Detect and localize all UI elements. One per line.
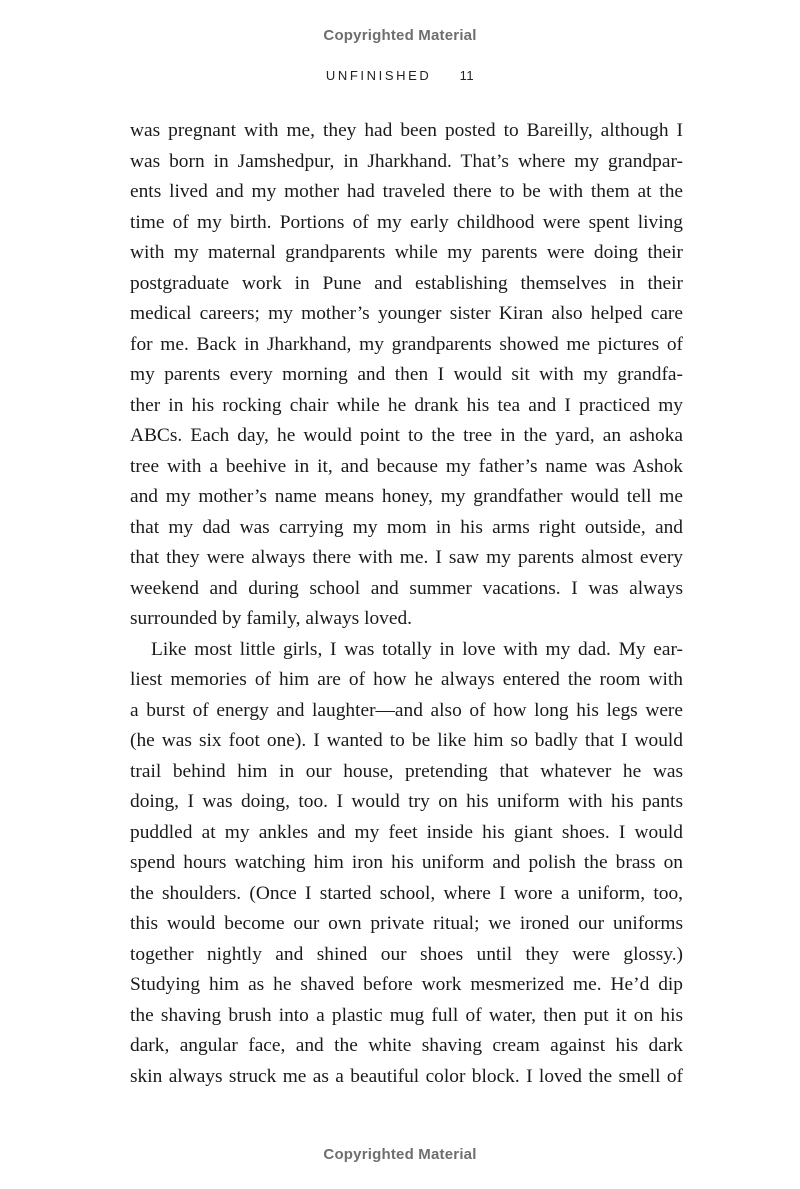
text-line: skin always struck me as a beautiful color block. I loved the smell of [130,1065,683,1087]
text-line: my parents every morning and then I would sit with my grandfa- [130,364,683,385]
text-line: and my mother’s name means honey, my grandfather would tell me [130,486,683,507]
text-line: a burst of energy and laughter—and also of how long his legs were [130,699,683,721]
text-line: medical careers; my mother’s younger sister Kiran also helped care [130,303,683,324]
text-line: together nightly and shined our shoes until they were glossy.) [130,943,683,965]
text-line: Like most little girls, I was totally in love with my dad. My ear- [151,638,683,660]
text-line: for me. Back in Jharkhand, my grandparents showed me pictures of [130,333,683,355]
copyright-watermark-bottom: Copyrighted Material [323,1146,477,1163]
text-line: postgraduate work in Pune and establishing themselves in their [130,272,683,294]
copyright-watermark-top: Copyrighted Material [323,27,477,44]
text-line: puddled at my ankles and my feet inside his giant shoes. I would [130,821,683,843]
text-line: ther in his rocking chair while he drank his tea and I practiced my [130,394,683,416]
text-line: ABCs. Each day, he would point to the tree in the yard, an ashoka [130,425,683,446]
body-text [130,116,683,1092]
text-line: spend hours watching him iron his uniform and polish the brass on [130,852,683,873]
text-line: was born in Jamshedpur, in Jharkhand. That’s where my grandpar- [130,150,683,172]
text-line: (he was six foot one). I wanted to be like him so badly that I would [130,730,683,751]
paragraph-2 [130,635,683,1093]
page-number: 11 [459,68,475,83]
text-line: was pregnant with me, they had been posted to Bareilly, although I [130,120,683,141]
text-line: Studying him as he shaved before work mesmerized me. He’d dip [130,974,683,995]
text-line: that my dad was carrying my mom in his arms right outside, and [130,516,683,538]
text-line: weekend and during school and summer vacations. I was always [130,577,683,599]
text-line: the shoulders. (Once I started school, where I wore a uniform, too, [130,882,683,904]
book-title: UNFINISHED [325,68,432,83]
text-line: tree with a beehive in it, and because my father’s name was Ashok [130,455,683,477]
text-line: the shaving brush into a plastic mug full of water, then put it on his [130,1004,683,1026]
paragraph-1 [130,116,683,635]
text-line: liest memories of him are of how he always entered the room with [130,669,683,690]
text-line: this would become our own private ritual; we ironed our uniforms [130,913,683,934]
text-line: with my maternal grandparents while my parents were doing their [130,242,683,263]
text-line: trail behind him in our house, pretending that whatever he was [130,760,683,782]
text-line: that they were always there with me. I saw my parents almost every [130,547,683,568]
text-line: time of my birth. Portions of my early childhood were spent living [130,211,683,233]
text-line: dark, angular face, and the white shaving cream against his dark [130,1035,683,1056]
text-line: doing, I was doing, too. I would try on his uniform with his pants [130,791,683,812]
text-line: surrounded by family, always loved. [130,608,412,629]
running-head [0,68,800,83]
text-line: ents lived and my mother had traveled there to be with them at the [130,181,683,202]
